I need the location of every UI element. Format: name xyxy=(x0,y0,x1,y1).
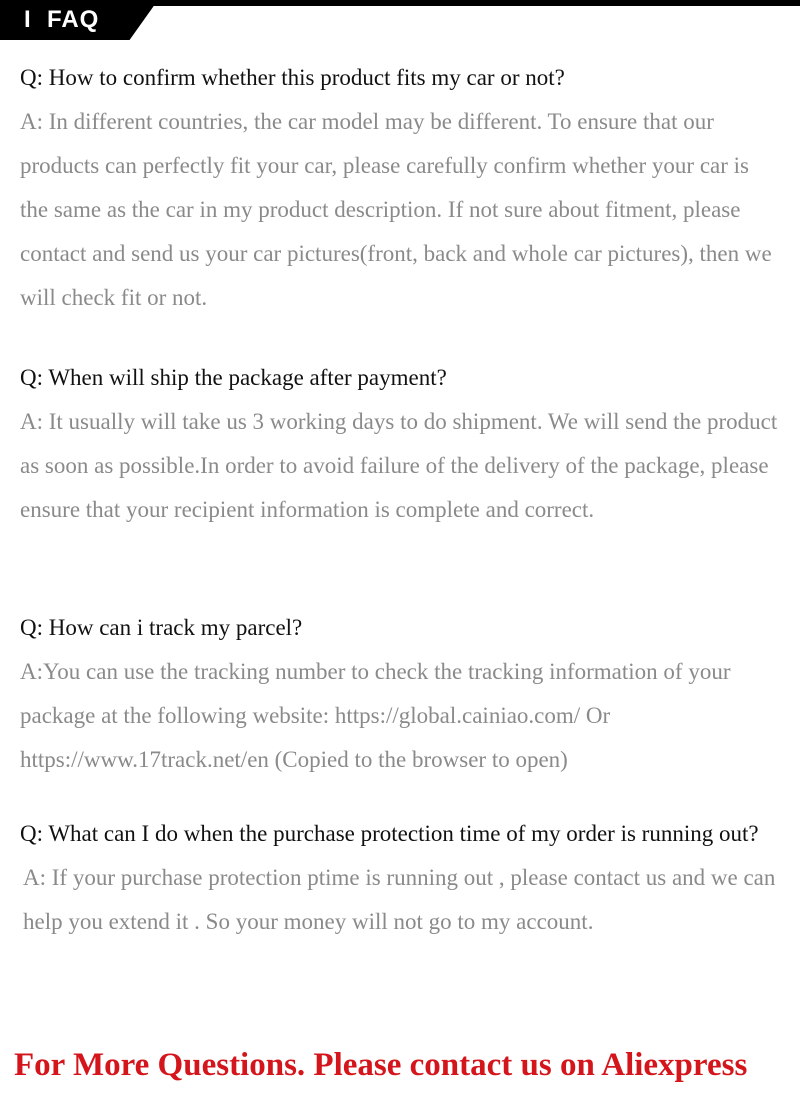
faq-item xyxy=(20,56,780,320)
faq-answer: A:You can use the tracking number to check the tracking information of your package at the following website: https://global.cainiao.com/ Or https://www.17track.net/en (Copied to the browser to open) xyxy=(20,659,731,772)
faq-header xyxy=(0,0,800,40)
faq-answer: A: It usually will take us 3 working days to do shipment. We will send the product as soon as possible.In order to avoid failure of the delivery of the package, please ensure that your recipient information is complete and correct. xyxy=(20,409,778,522)
faq-item xyxy=(20,356,780,532)
faq-question: Q: When will ship the package after payment? xyxy=(20,365,447,390)
faq-answer: A: In different countries, the car model may be different. To ensure that our products can perfectly fit your car, please carefully confirm whether your car is the same as the car in my product description. If not sure about fitment, please contact and send us your car pictures(front, back and whole car pictures), then we will check fit or not. xyxy=(20,109,772,310)
faq-item xyxy=(20,812,780,944)
faq-item xyxy=(20,606,780,782)
contact-banner: For More Questions. Please contact us on Aliexpress xyxy=(14,1047,748,1083)
faq-answer: A: If your purchase protection ptime is running out , please contact us and we can help you extend it . So your money will not go to my account. xyxy=(23,865,776,934)
faq-question: Q: How can i track my parcel? xyxy=(20,615,303,640)
faq-question: Q: What can I do when the purchase protection time of my order is running out? xyxy=(20,821,759,846)
faq-question: Q: How to confirm whether this product fits my car or not? xyxy=(20,65,565,90)
section-title: I FAQ xyxy=(24,6,100,33)
